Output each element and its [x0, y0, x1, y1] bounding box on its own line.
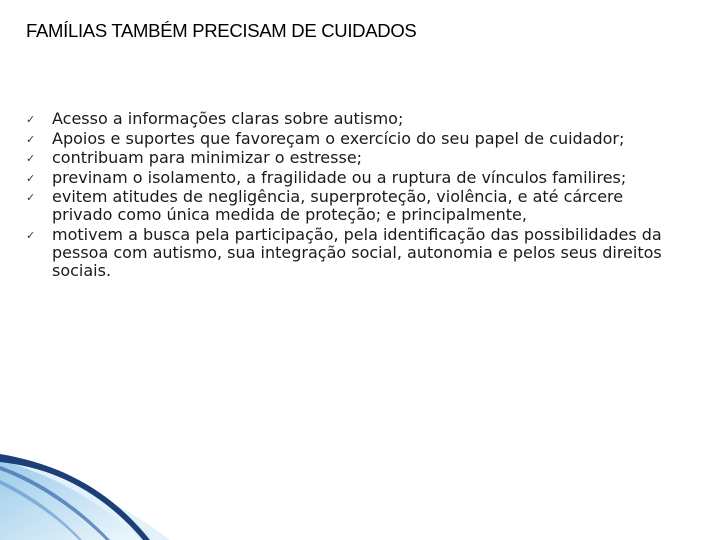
list-item: [26, 188, 666, 224]
checkmark-icon: ✓: [26, 152, 36, 165]
list-item-text: motivem a busca pela participação, pela identificação das possibilidades da pessoa com autismo, sua integração social, autonomia e pelos seus direitos sociais.: [52, 224, 662, 280]
checkmark-icon: ✓: [26, 228, 36, 242]
list-item: [26, 149, 666, 167]
list-item: [26, 226, 666, 280]
list-item-text: previnam o isolamento, a fragilidade ou a ruptura de vínculos familires;: [52, 167, 627, 187]
list-item: [26, 130, 666, 148]
list-item-text: evitem atitudes de negligência, superproteção, violência, e até cárcere privado como única medida de proteção; e principalmente,: [52, 187, 624, 224]
checkmark-icon: ✓: [26, 171, 36, 185]
list-item-text: Acesso a informações claras sobre autismo;: [52, 109, 404, 128]
slide-title: FAMÍLIAS TAMBÉM PRECISAM DE CUIDADOS: [26, 20, 417, 41]
decorative-wave: [0, 440, 720, 540]
list-item-text: contribuam para minimizar o estresse;: [52, 148, 363, 167]
checkmark-icon: ✓: [26, 191, 36, 204]
checkmark-icon: ✓: [26, 132, 36, 146]
list-item: [26, 110, 666, 128]
checkmark-icon: ✓: [26, 113, 36, 126]
bullet-list: [26, 110, 666, 281]
list-item: [26, 169, 666, 187]
list-item-text: Apoios e suportes que favoreçam o exercício do seu papel de cuidador;: [52, 128, 625, 148]
